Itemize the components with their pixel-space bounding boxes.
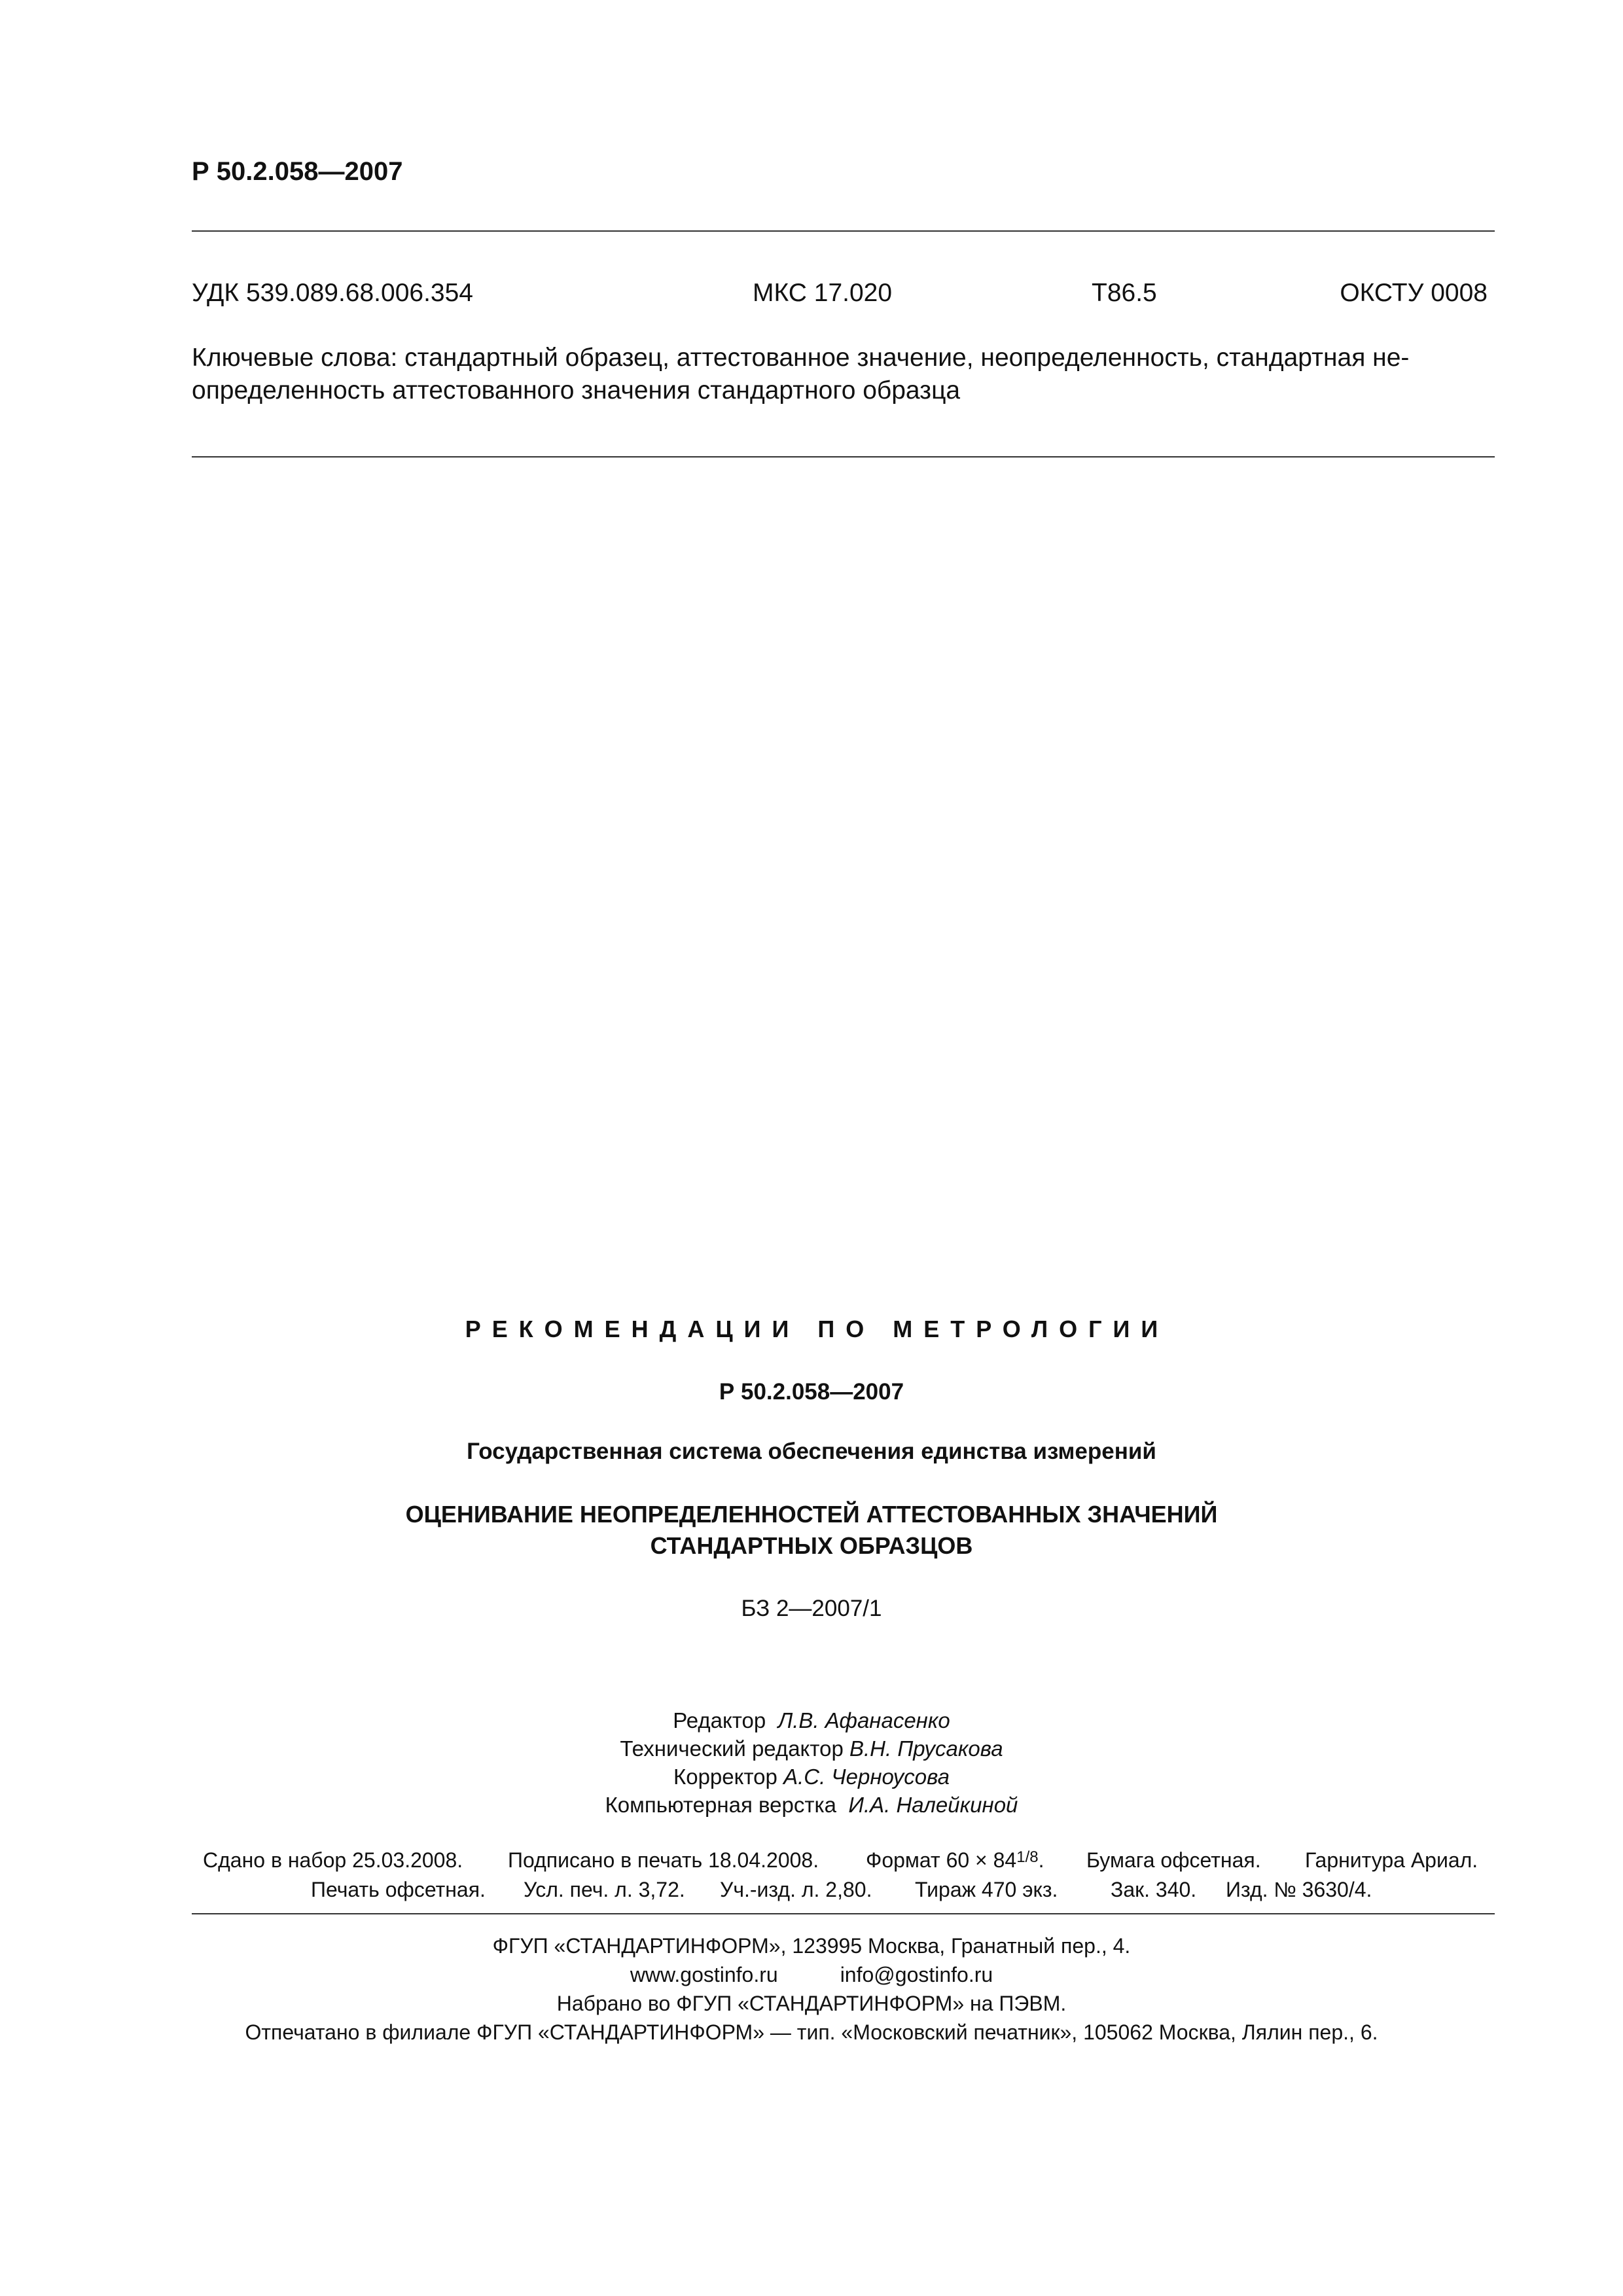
publisher-website: www.gostinfo.ru <box>630 1963 778 1986</box>
staff-role: Компьютерная верстка <box>605 1793 836 1817</box>
format-prefix: Формат 60 × 84 <box>866 1848 1017 1872</box>
typeface: Гарнитура Ариал. <box>1305 1848 1478 1872</box>
keywords-divider <box>192 456 1495 457</box>
typeset-note: Набрано во ФГУП «СТАНДАРТИНФОРМ» на ПЭВМ. <box>556 1992 1067 2015</box>
document-title-line-2: СТАНДАРТНЫХ ОБРАЗЦОВ <box>650 1532 973 1559</box>
printed-note: Отпечатано в филиале ФГУП «СТАНДАРТИНФОРМ» — тип. «Московский печатник», 105062 Москва, Лялин пер., 6. <box>245 2020 1378 2044</box>
mks-code: МКС 17.020 <box>753 279 893 307</box>
paper-type: Бумага офсетная. <box>1086 1848 1261 1872</box>
udk-code: УДК 539.089.68.006.354 <box>192 279 473 307</box>
staff-person: И.А. Налейкиной <box>848 1793 1018 1817</box>
document-code: Р 50.2.058—2007 <box>192 157 403 186</box>
okstu-code: ОКСТУ 0008 <box>1340 279 1488 307</box>
t-code: Т86.5 <box>1092 279 1157 307</box>
document-title <box>0 1499 1623 1562</box>
print-type: Печать офсетная. <box>311 1878 486 1901</box>
keywords-line-2: определенность аттестованного значения стандартного образца <box>192 376 961 404</box>
staff-layout <box>0 1793 1623 1818</box>
signed-date: Подписано в печать 18.04.2008. <box>508 1848 819 1872</box>
document-title-line-1: ОЦЕНИВАНИЕ НЕОПРЕДЕЛЕННОСТЕЙ АТТЕСТОВАННЫХ ЗНАЧЕНИЙ <box>405 1501 1218 1528</box>
publisher-contacts <box>0 1963 1623 1987</box>
staff-person: А.С. Черноусова <box>783 1765 950 1789</box>
imprint-code: Р 50.2.058—2007 <box>719 1379 904 1405</box>
staff-role: Корректор <box>673 1765 777 1789</box>
paper-format <box>866 1848 1044 1873</box>
submitted-date: Сдано в набор 25.03.2008. <box>203 1848 463 1872</box>
publisher-divider <box>192 1913 1495 1914</box>
staff-role: Технический редактор <box>620 1736 844 1761</box>
format-suffix: . <box>1038 1848 1044 1872</box>
conventional-sheets: Усл. печ. л. 3,72. <box>524 1878 685 1901</box>
edition-number: Изд. № 3630/4. <box>1226 1878 1372 1901</box>
publisher-sheets: Уч.-изд. л. 2,80. <box>720 1878 872 1901</box>
staff-person: В.Н. Прусакова <box>849 1736 1003 1761</box>
system-name: Государственная система обеспечения единства измерений <box>467 1439 1156 1464</box>
staff-person: Л.В. Афанасенко <box>777 1708 950 1732</box>
series-title: РЕКОМЕНДАЦИИ ПО МЕТРОЛОГИИ <box>465 1316 1169 1342</box>
staff-corrector <box>0 1765 1623 1789</box>
keywords <box>192 342 1495 407</box>
header-divider <box>192 230 1495 232</box>
print-run: Тираж 470 экз. <box>915 1878 1058 1901</box>
publisher-email: info@gostinfo.ru <box>840 1963 993 1986</box>
format-fraction: 1/8 <box>1016 1848 1039 1866</box>
bz-number: БЗ 2—2007/1 <box>741 1596 882 1621</box>
staff-role: Редактор <box>673 1708 766 1732</box>
staff-tech-editor <box>0 1736 1623 1761</box>
staff-editor <box>0 1708 1623 1733</box>
order-number: Зак. 340. <box>1111 1878 1197 1901</box>
keywords-line-1: Ключевые слова: стандартный образец, аттестованное значение, неопределенность, стандартная не- <box>192 344 1410 372</box>
publisher-address: ФГУП «СТАНДАРТИНФОРМ», 123995 Москва, Гранатный пер., 4. <box>492 1934 1131 1958</box>
